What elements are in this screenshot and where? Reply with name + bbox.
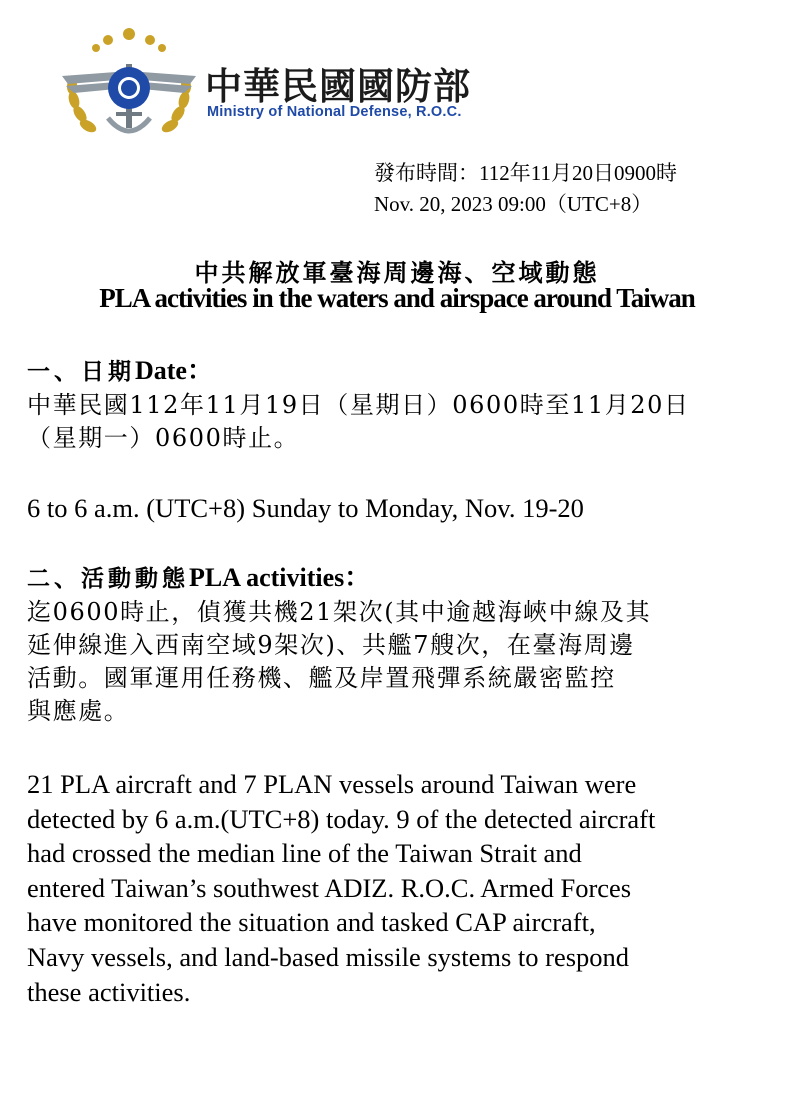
section-activities-zh <box>27 596 787 728</box>
section-activities-en <box>27 767 787 1009</box>
text-line: had crossed the median line of the Taiwan Strait and <box>27 838 582 869</box>
section-activities-heading-en: PLA activities： <box>189 563 371 592</box>
title-en: PLA activities in the waters and airspace around Taiwan <box>99 283 695 313</box>
section-date-en: 6 to 6 a.m. (UTC+8) Sunday to Monday, Nov. 19-20 <box>27 493 584 523</box>
text-line: 活動。國軍運用任務機、艦及岸置飛彈系統嚴密監控 <box>27 664 616 692</box>
org-name-en: Ministry of National Defense, R.O.C. <box>207 104 462 120</box>
release-time-en: Nov. 20, 2023 09:00（UTC+8） <box>374 192 653 216</box>
text-line: have monitored the situation and tasked CAP aircraft, <box>27 907 596 938</box>
text-line: these activities. <box>27 976 191 1007</box>
text-line: 21 PLA aircraft and 7 PLAN vessels around Taiwan were <box>27 769 637 799</box>
text-line: detected by 6 a.m.(UTC+8) today. 9 of the detected aircraft <box>27 803 656 834</box>
text-line: 延伸線進入西南空域9架次)、共艦7艘次，在臺海周邊 <box>27 631 635 659</box>
text-line: 迄0600時止，偵獲共機21架次(其中逾越海峽中線及其 <box>27 598 652 626</box>
section-date-heading <box>27 354 787 389</box>
mnd-emblem-icon <box>58 26 200 144</box>
section-date-zh <box>27 389 787 455</box>
text-line: （星期一）0600時止。 <box>27 424 300 452</box>
section-date-heading-en: Date： <box>135 356 213 385</box>
section-activities-heading <box>27 561 787 596</box>
text-line: 與應處。 <box>27 697 130 725</box>
text-line: Navy vessels, and land-based missile systems to respond <box>27 941 630 972</box>
section-activities-heading-zh: 二、活動動態 <box>27 566 189 592</box>
section-date-heading-zh: 一、日期 <box>27 359 135 385</box>
release-time-zh: 發布時間：112年11月20日0900時 <box>374 161 677 185</box>
org-name-zh: 中華民國國防部 <box>205 65 471 108</box>
release-time <box>374 158 677 220</box>
title-zh: 中共解放軍臺海周邊海、空域動態 <box>194 259 600 287</box>
text-line: 中華民國112年11月19日（星期日）0600時至11月20日 <box>27 391 690 419</box>
text-line: entered Taiwan’s southwest ADIZ. R.O.C. Armed Forces <box>27 872 632 903</box>
